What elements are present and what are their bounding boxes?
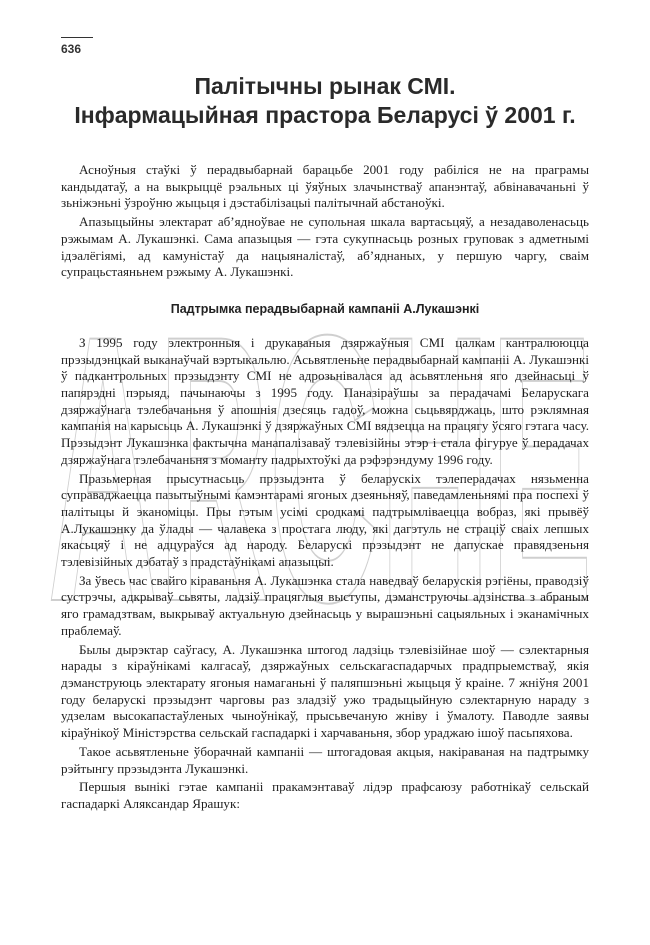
- section-paragraph-5: Такое асьвятленьне ўборачнай кампаніі — штогадовая акцыя, накіраваная на падтрымку рэйтынгу прэзыдэнта Лукашэнкі.: [61, 743, 589, 776]
- section-paragraph-1: З 1995 году электронныя і друкаваныя дзяржаўныя СМІ цалкам кантралююцца прэзыдэнцкай выканаўчай вэртыкальлю. Асьвятленьне перадвыбарнай кампаніі А. Лукашэнкі ў падкантрольных прэзыдэнту СМІ не адрозьнівалася ад асьвятленьня яго дзейнасьці ў папярэдні пэрыяд, пачынаючы з 1995 году. Паназіраўшы за перадачамі Беларускага дзяржаўнага тэлебачаньня ў апошнія дзесяць гадоў, можна сьцьвярджаць, што рэклямная кампанія на карысьць А. Лукашэнкі ў дзяржаўных СМІ вядзецца на працягу ўсяго гэтага часу. Прэзыдэнт Лукашэнка фактычна манапалізаваў тэлевізійны этэр і стала фігуруе ў перадачах дзяржаўнага тэлебачаньня з моманту падрыхтоўкі да рэфэрэндуму 1996 году.: [61, 334, 589, 467]
- section-paragraph-3: За ўвесь час свайго кіраваньня А. Лукашэнка стала наведваў беларускія рэгіёны, праводзіў сустрэчы, адкрываў сьвяты, ладзіў працяглыя выступы, дэманструючы адзінства з абраным яго грамадзтвам, выкрываў актуальную дзейнасьць у вырашэньні сацыяльных і эканамічных праблемаў.: [61, 572, 589, 638]
- page-number: 636: [61, 42, 82, 56]
- page-number-rule: [61, 37, 93, 38]
- section-paragraph-4: Былы дырэктар саўгасу, А. Лукашэнка штогод ладзіць тэлевізійнае шоў — сэлектарныя нарады з кіраўнікамі калгасаў, дзяржаўных сельскагаспадарчых прадпрыемстваў, якія дэманструюць электарату ягоныя намаганьні ў паляпшэньні жыцьця ў краіне. 7 жніўня 2001 году беларускі прэзыдэнт чарговы раз зладзіў ужо традыцыйную сэлектарную нараду з удзелам высокапастаўленых чыноўнікаў, прысьвечаную жніву і ўмалоту. Паводле заявы кіраўнікоў Міністэрства сельскай гаспадаркі і харчаваньня, збор ураджаю ішоў пасьпяхова.: [61, 641, 589, 741]
- title-line-1: Палітычны рынак СМІ.: [194, 73, 456, 99]
- intro-paragraph-2: Апазыцыйны электарат аб’ядноўвае не супольная шкала вартасьцяў, а незадаволенасьць рэжымам А. Лукашэнкі. Сама апазыцыя — гэта сукупнасьць розных груповак з адметнымі ідэалёгіямі, ад камуністаў да нацыяналістаў, аб’яднаных, у першую чаргу, сваім супрацьстаяньнем рэжыму А. Лукашэнкі.: [61, 214, 589, 280]
- watermark-text: ARCHE: [47, 256, 593, 630]
- page-title: [61, 72, 589, 130]
- section-paragraph-6: Першыя вынікі гэтае кампаніі пракамэнтаваў лідэр прафсаюзу работнікаў сельскай гаспадаркі Аляксандар Ярашук:: [61, 779, 589, 811]
- section-paragraph-2: Празьмерная прысутнасьць прэзыдэнта ў беларускіх тэлеперадачах нязьменна суправаджаецца пазытыўнымі камэнтарамі ягоных дзеяньняў, паведамленьнямі пра поспехі ў палітыцы й эканоміцы. Пры гэтым усімі сродкамі падтрымліваецца вобраз, які прывёў А.Лукашэнку да ўлады — чалавека з простага люду, які дагэтуль не страціў сваіх лепшых якасьцяў і не адцураўся ад народу. Беларускі прэзыдэнт не дапускае правядзеньня тэлевізійных дэбатаў з прадстаўнікамі апазыцыі.: [61, 470, 589, 570]
- section-heading: Падтрымка перадвыбарнай кампаніі А.Лукашэнкі: [170, 301, 480, 316]
- article-body: [61, 162, 589, 815]
- intro-paragraph-1: Асноўныя стаўкі ў перадвыбарнай барацьбе 2001 году рабіліся не на праграмы кандыдатаў, а на выкрыццё рэальных ці ўяўных злачынстваў апанэнтаў, абвінавачаньні ў зьніжэньні ўзроўню жыцьця і дэстабілізацыі палітычнай абстаноўкі.: [61, 162, 589, 211]
- title-line-2: Інфармацыйная прастора Беларусі ў 2001 г.: [74, 102, 576, 128]
